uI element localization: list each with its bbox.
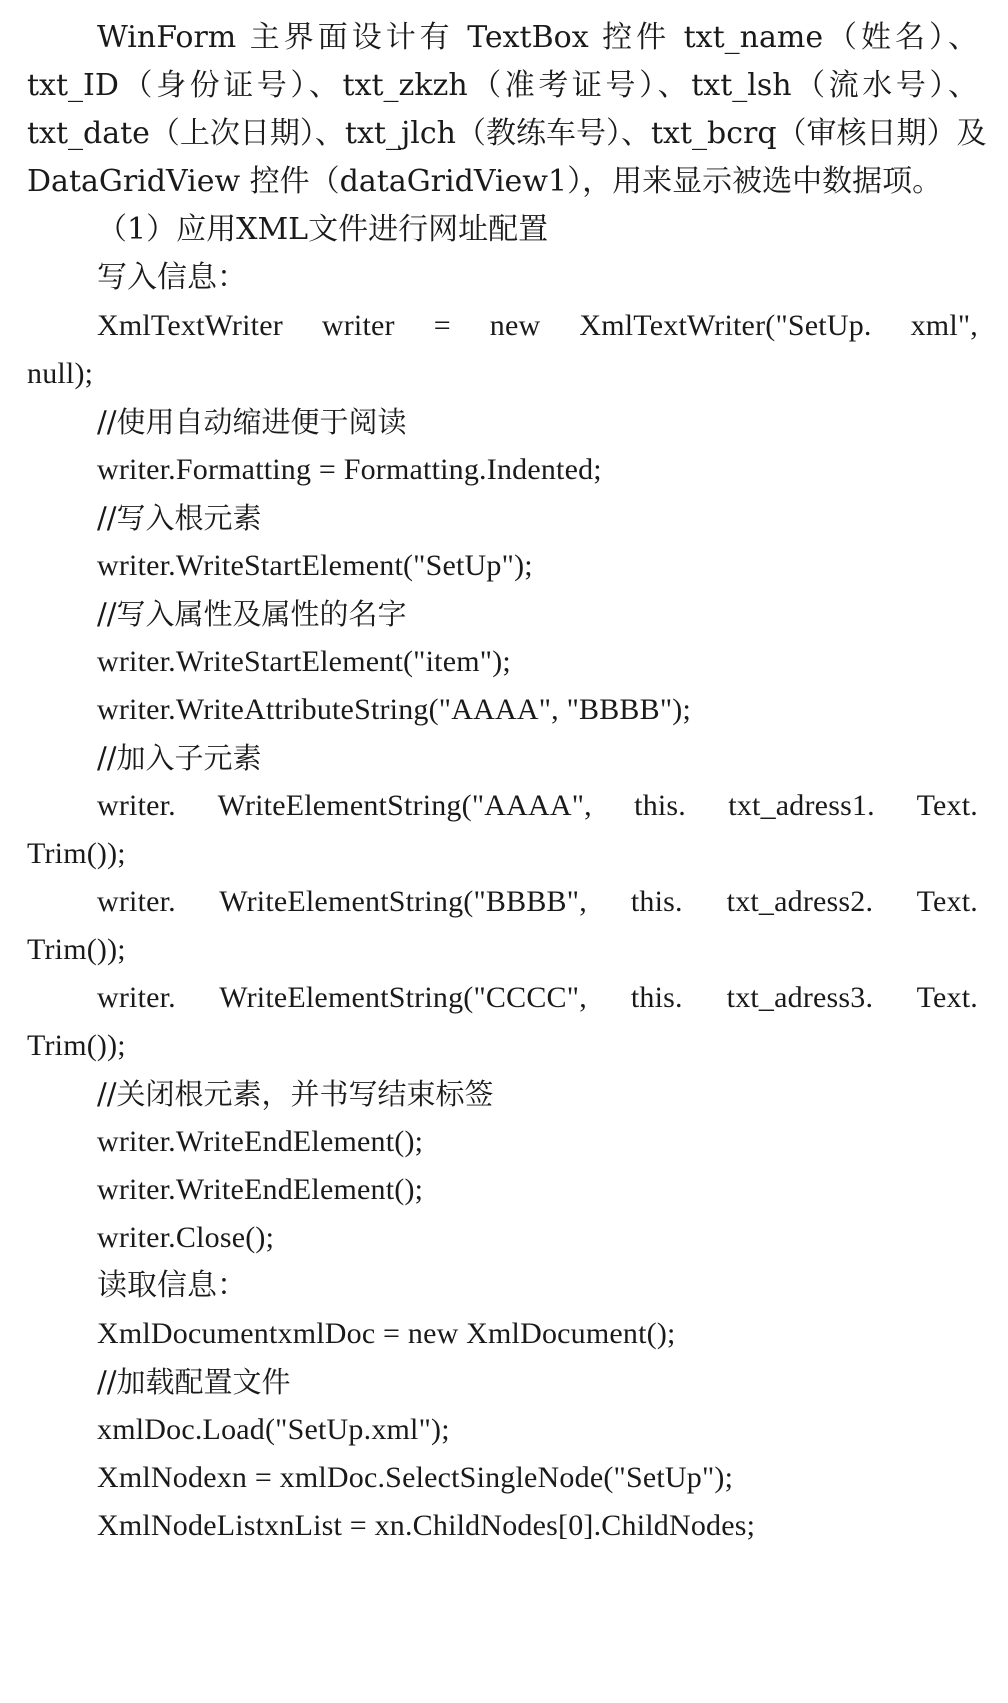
write-label: 写入信息： <box>97 260 247 295</box>
write-code-element-a-cont: Trim()); <box>27 837 126 870</box>
write-code-element-b-cont: Trim()); <box>27 933 126 966</box>
write-comment-attribute: //写入属性及属性的名字 <box>97 597 407 631</box>
write-comment-close: //关闭根元素，并书写结束标签 <box>97 1077 494 1111</box>
write-code-element-a: writer. WriteElementString("AAAA", this. txt_adress1. Text. <box>97 789 978 822</box>
write-code-element-c: writer. WriteElementString("CCCC", this. txt_adress3. Text. <box>97 981 978 1014</box>
read-comment-load: //加载配置文件 <box>97 1365 291 1399</box>
read-code-document: XmlDocumentxmlDoc = new XmlDocument(); <box>97 1317 676 1350</box>
intro-line-1: WinForm 主界面设计有 TextBox 控件 txt_name（姓名）、 <box>97 20 978 55</box>
write-comment-child: //加入子元素 <box>97 741 262 775</box>
read-code-load: xmlDoc.Load("SetUp.xml"); <box>97 1413 450 1446</box>
write-code-close: writer.Close(); <box>97 1221 275 1254</box>
write-comment-root: //写入根元素 <box>97 501 262 535</box>
write-code-end-2: writer.WriteEndElement(); <box>97 1173 424 1206</box>
write-code-line-2: null); <box>27 357 94 390</box>
read-code-node-list: XmlNodeListxnList = xn.ChildNodes[0].ChildNodes; <box>97 1509 756 1542</box>
write-comment-indent: //使用自动缩进便于阅读 <box>97 405 407 439</box>
write-code-element-c-cont: Trim()); <box>27 1029 126 1062</box>
intro-line-3: txt_date（上次日期）、txt_jlch（教练车号）、txt_bcrq（审核日期）及 <box>27 116 987 151</box>
intro-line-2: txt_ID（身份证号）、txt_zkzh（准考证号）、txt_lsh（流水号）、 <box>27 68 978 103</box>
read-code-select-node: XmlNodexn = xmlDoc.SelectSingleNode("SetUp"); <box>97 1461 734 1494</box>
write-code-formatting: writer.Formatting = Formatting.Indented; <box>97 453 602 486</box>
write-code-line-1: XmlTextWriter writer = new XmlTextWriter("SetUp. xml", <box>97 309 978 342</box>
intro-line-4: DataGridView 控件（dataGridView1），用来显示被选中数据项。 <box>27 164 943 199</box>
read-label: 读取信息： <box>97 1268 247 1303</box>
write-code-start-item: writer.WriteStartElement("item"); <box>97 645 511 678</box>
section-heading: （1）应用XML文件进行网址配置 <box>97 212 549 247</box>
write-code-element-b: writer. WriteElementString("BBBB", this. txt_adress2. Text. <box>97 885 978 918</box>
write-code-start-root: writer.WriteStartElement("SetUp"); <box>97 549 533 582</box>
write-code-attribute: writer.WriteAttributeString("AAAA", "BBBB"); <box>97 693 692 726</box>
write-code-end-1: writer.WriteEndElement(); <box>97 1125 424 1158</box>
